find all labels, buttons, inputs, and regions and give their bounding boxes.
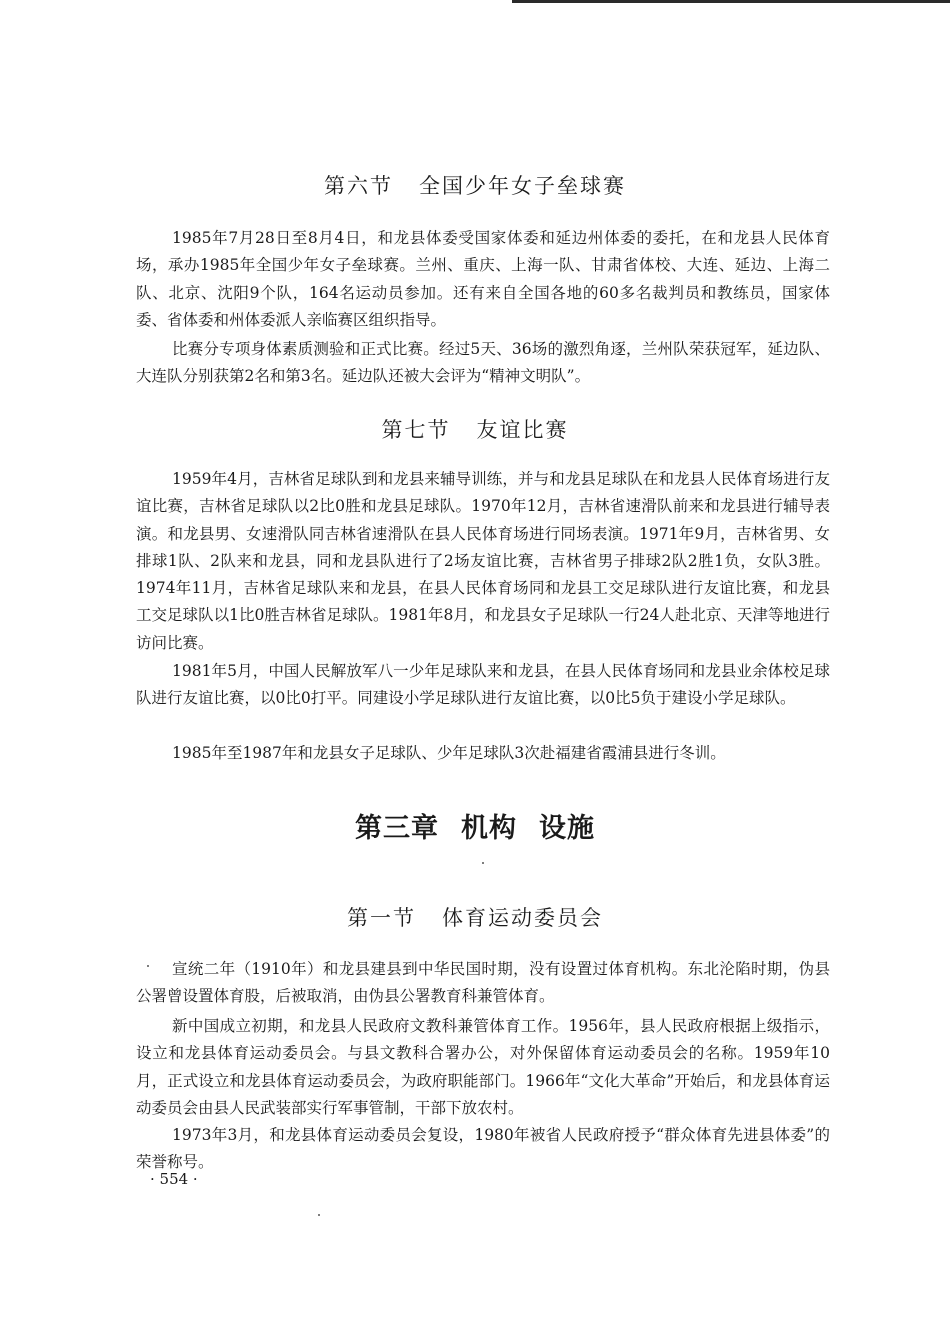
paragraph: 1981年5月，中国人民解放军八一少年足球队来和龙县，在县人民体育场同和龙县业余体校足球队进行友谊比赛，以0比0打平。同建设小学足球队进行友谊比赛，以0比5负于建设小学足球队。 [136, 662, 830, 708]
paragraph: 新中国成立初期，和龙县人民政府文教科兼管体育工作。1956年，县人民政府根据上级指示，设立和龙县体育运动委员会。与县文教科合署办公，对外保留体育运动委员会的名称。1959年10月，正式设立和龙县体育运动委员会，为政府职能部门。1966年“文化大革命”开始后，和龙县体育运动委员会由县人民武装部实行军事管制，干部下放农村。 [136, 1017, 830, 1117]
page-number: · 554 · [150, 1170, 198, 1188]
chapter-3-section-1-heading [0, 902, 950, 932]
chapter-3-heading [0, 806, 950, 845]
section-6-title: 全国少年女子垒球赛 [419, 174, 626, 198]
section-1-number: 第一节 [347, 906, 416, 930]
top-border-rule [512, 0, 950, 3]
scan-speck [147, 965, 149, 967]
section-6-number: 第六节 [324, 174, 393, 198]
paragraph: 宣统二年（1910年）和龙县建县到中华民国时期，没有设置过体育机构。东北沦陷时期，伪县公署曾设置体育股，后被取消，由伪县公署教育科兼管体育。 [136, 960, 830, 1006]
paragraph: 1959年4月，吉林省足球队到和龙县来辅导训练，并与和龙县足球队在和龙县人民体育场进行友谊比赛，吉林省足球队以2比0胜和龙县足球队。1970年12月，吉林省速滑队前来和龙县进行辅导表演。和龙县男、女速滑队同吉林省速滑队在县人民体育场进行同场表演。1971年9月，吉林省男、女排球1队、2队来和龙县，同和龙县队进行了2场友谊比赛，吉林省男子排球2队2胜1负，女队3胜。1974年11月，吉林省足球队来和龙县，在县人民体育场同和龙县工交足球队进行友谊比赛，和龙县工交足球队以1比0胜吉林省足球队。1981年8月，和龙县女子足球队一行24人赴北京、天津等地进行访问比赛。 [136, 470, 830, 652]
chapter-3-title-a: 机构 [461, 813, 517, 844]
paragraph: 1973年3月，和龙县体育运动委员会复设，1980年被省人民政府授予“群众体育先进县体委”的荣誉称号。 [136, 1126, 830, 1172]
paragraph: 1985年7月28日至8月4日，和龙县体委受国家体委和延边州体委的委托，在和龙县人民体育场，承办1985年全国少年女子垒球赛。兰州、重庆、上海一队、甘肃省体校、大连、延边、上海二队、北京、沈阳9个队，164名运动员参加。还有来自全国各地的60多名裁判员和教练员，国家体委、省体委和州体委派人亲临赛区组织指导。 [136, 229, 830, 329]
section-1-title: 体育运动委员会 [442, 906, 603, 930]
paragraph: 比赛分专项身体素质测验和正式比赛。经过5天、36场的激烈角逐，兰州队荣获冠军，延边队、大连队分别获第2名和第3名。延边队还被大会评为“精神文明队”。 [136, 340, 830, 386]
chapter-3-title-b: 设施 [539, 813, 595, 844]
scan-speck [318, 1214, 320, 1216]
section-7-title: 友谊比赛 [476, 418, 569, 442]
section-7-number: 第七节 [381, 418, 451, 442]
chapter-3-number: 第三章 [355, 813, 439, 844]
scan-speck [482, 862, 484, 864]
paragraph: 1985年至1987年和龙县女子足球队、少年足球队3次赴福建省霞浦县进行冬训。 [172, 744, 726, 762]
section-7-heading [0, 414, 950, 444]
section-6-heading [0, 170, 950, 200]
